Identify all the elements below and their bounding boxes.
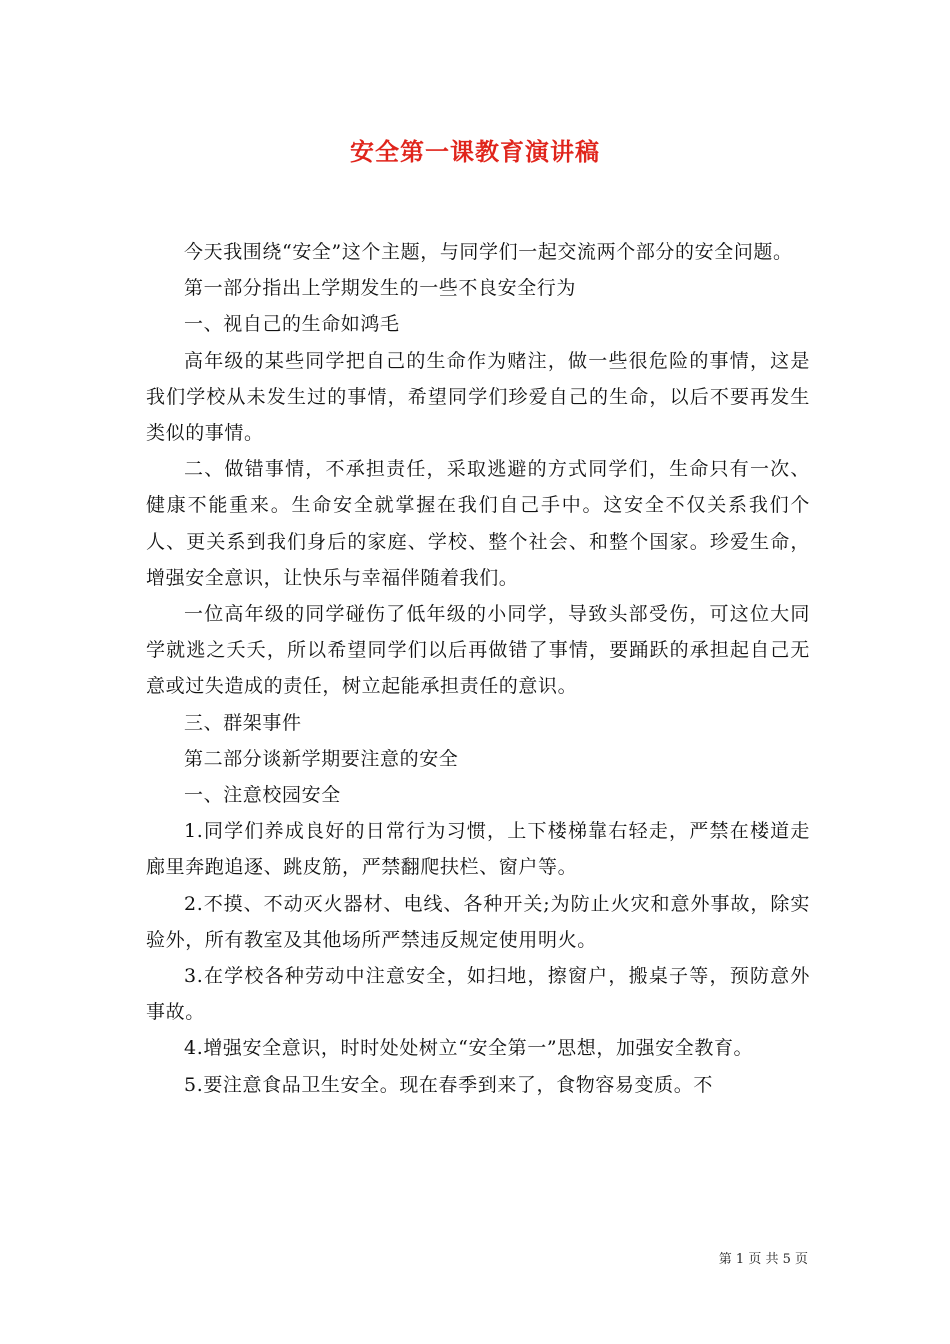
list-item: 3.在学校各种劳动中注意安全，如扫地，擦窗户，搬桌子等，预防意外事故。 <box>146 965 810 1024</box>
paragraph: 二、做错事情，不承担责任，采取逃避的方式同学们，生命只有一次、健康不能重来。生命安全就掌握在我们自己手中。这安全不仅关系我们个人、更关系到我们身后的家庭、学校、整个社会、和整个国家。珍爱生命，增强安全意识，让快乐与幸福伴随着我们。 <box>146 458 810 589</box>
paragraph: 今天我围绕“安全”这个主题，与同学们一起交流两个部分的安全问题。 <box>184 241 793 263</box>
subsection-heading: 一、视自己的生命如鸿毛 <box>184 313 400 336</box>
subsection-heading: 三、群架事件 <box>184 711 302 734</box>
section-heading: 第二部分谈新学期要注意的安全 <box>184 747 459 770</box>
paragraph: 高年级的某些同学把自己的生命作为赌注，做一些很危险的事情，这是我们学校从未发生过的事情，希望同学们珍爱自己的生命，以后不要再发生类似的事情。 <box>146 349 810 445</box>
page-number: 第 1 页 共 5 页 <box>718 1252 808 1267</box>
paragraph: 一位高年级的同学碰伤了低年级的小同学，导致头部受伤，可这位大同学就逃之夭夭，所以希望同学们以后再做错了事情，要踊跃的承担起自己无意或过失造成的责任，树立起能承担责任的意识。 <box>146 603 810 698</box>
subsection-heading: 一、注意校园安全 <box>184 784 341 807</box>
list-item: 1.同学们养成良好的日常行为习惯，上下楼梯靠右轻走，严禁在楼道走廊里奔跑追逐、跳皮筋，严禁翻爬扶栏、窗户等。 <box>146 820 810 879</box>
section-heading: 第一部分指出上学期发生的一些不良安全行为 <box>184 277 577 300</box>
list-item: 5.要注意食品卫生安全。现在春季到来了，食物容易变质。不 <box>184 1073 713 1096</box>
document-title: 安全第一课教育演讲稿 <box>350 138 600 166</box>
document-body <box>146 234 810 1103</box>
list-item: 2.不摸、不动灭火器材、电线、各种开关;为防止火灾和意外事故，除实验外，所有教室及其他场所严禁违反规定使用明火。 <box>146 892 810 951</box>
list-item: 4.增强安全意识，时时处处树立“安全第一”思想，加强安全教育。 <box>184 1037 754 1060</box>
